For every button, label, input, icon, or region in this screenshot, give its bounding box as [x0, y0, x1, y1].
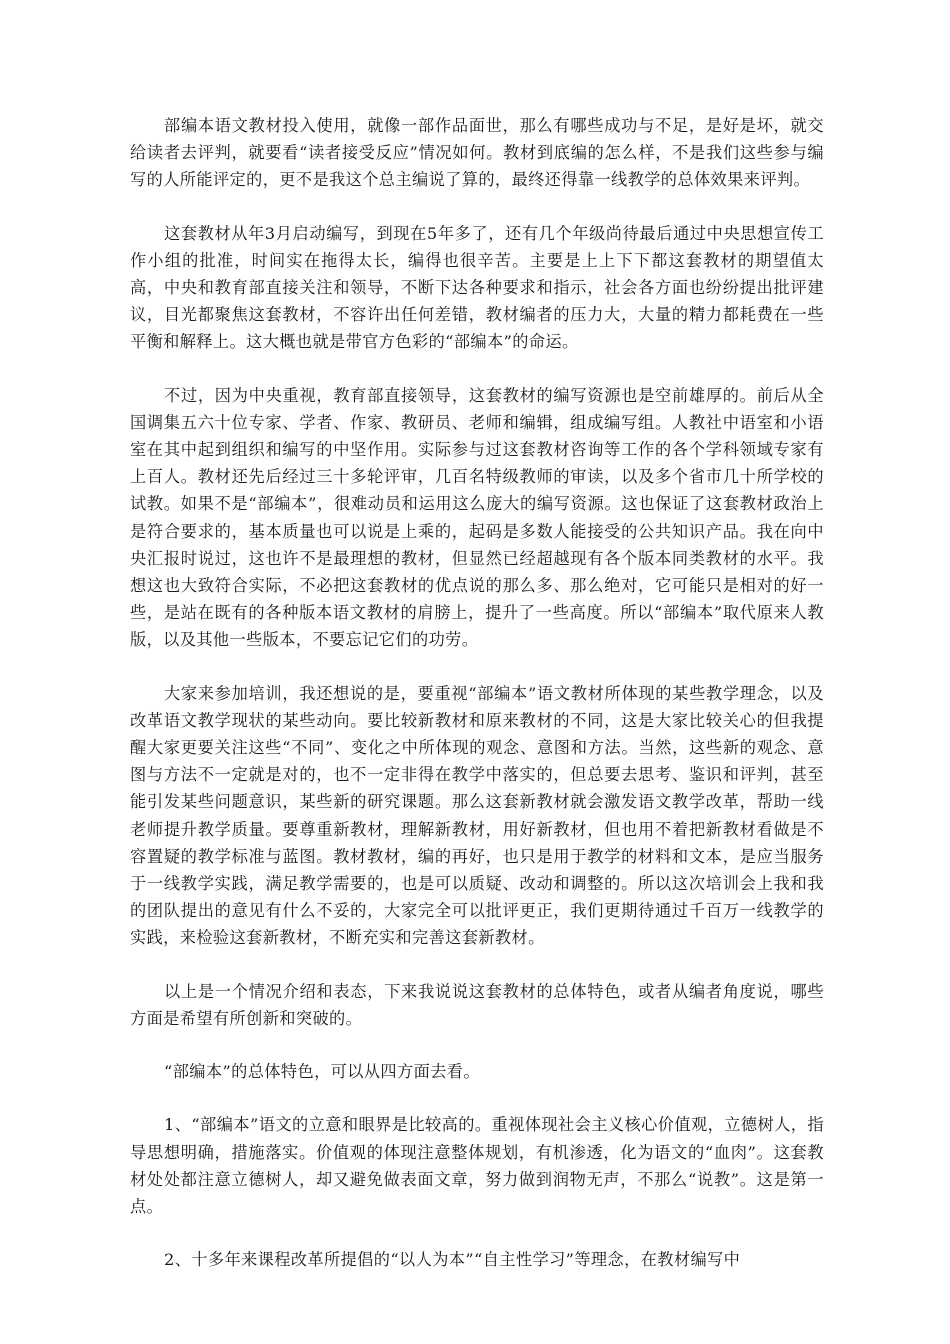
paragraph-compilation-history: 这套教材从年3月启动编写，到现在5年多了，还有几个年级尚待最后通过中央思想宣传工作小组的批准，时间实在拖得太长，编得也很辛苦。主要是上上下下都这套教材的期望值太高，中央和教育部直接关注和领导，不断下达各种要求和指示，社会各方面也纷纷提出批评建议，目光都聚焦这套教材，不容许出任何差错，教材编者的压力大，大量的精力都耗费在一些平衡和解释上。这大概也就是带官方色彩的“部编本”的命运。: [130, 223, 824, 352]
paragraph-intro: 部编本语文教材投入使用，就像一部作品面世，那么有哪些成功与不足，是好是坏，就交给读者去评判，就要看“读者接受反应”情况如何。教材到底编的怎么样，不是我们这些参与编写的人所能评定的，更不是我这个总主编说了算的，最终还得靠一线教学的总体效果来评判。: [130, 116, 824, 190]
paragraph-compilation-resources: 不过，因为中央重视，教育部直接领导，这套教材的编写资源也是空前雄厚的。前后从全国调集五六十位专家、学者、作家、教研员、老师和编辑，组成编写组。人教社中语室和小语室在其中起到组织和编写的中坚作用。实际参与过这套教材咨询等工作的各个学科领域专家有上百人。教材还先后经过三十多轮评审，几百名特级教师的审读，以及多个省市几十所学校的试教。如果不是“部编本”，很难动员和运用这么庞大的编写资源。这也保证了这套教材政治上是符合要求的，基本质量也可以说是上乘的，起码是多数人能接受的公共知识产品。我在向中央汇报时说过，这也许不是最理想的教材，但显然已经超越现有各个版本同类教材的水平。我想这也大致符合实际，不必把这套教材的优点说的那么多、那么绝对，它可能只是相对的好一些，是站在既有的各种版本语文教材的肩膀上，提升了一些高度。所以“部编本”取代原来人教版，以及其他一些版本，不要忘记它们的功劳。: [130, 385, 824, 650]
paragraph-feature-one: 1、“部编本”语文的立意和眼界是比较高的。重视体现社会主义核心价值观，立德树人，指导思想明确，措施落实。价值观的体现注意整体规划，有机渗透，化为语文的“血肉”。这套教材处处都注意立德树人，却又避免做表面文章，努力做到润物无声，不那么“说教”。这是第一点。: [130, 1115, 824, 1216]
paragraph-training-notes: 大家来参加培训，我还想说的是，要重视“部编本”语文教材所体现的某些教学理念，以及改革语文教学现状的某些动向。要比较新教材和原来教材的不同，这是大家比较关心的但我提醒大家更要关注这些“不同”、变化之中所体现的观念、意图和方法。当然，这些新的观念、意图与方法不一定就是对的，也不一定非得在教学中落实的，但总要去思考、鉴识和评判，甚至能引发某些问题意识，某些新的研究课题。那么这套新教材就会激发语文教学改革，帮助一线老师提升教学质量。要尊重新教材，理解新教材，用好新教材，但也用不着把新教材看做是不容置疑的教学标准与蓝图。教材教材，编的再好，也只是用于教学的材料和文本，是应当服务于一线教学实践，满足教学需要的，也是可以质疑、改动和调整的。所以这次培训会上我和我的团队提出的意见有什么不妥的，大家完全可以批评更正，我们更期待通过千百万一线教学的实践，来检验这套新教材，不断充实和完善这套新教材。: [130, 683, 824, 948]
paragraph-features-heading: “部编本”的总体特色，可以从四方面去看。: [164, 1062, 480, 1082]
paragraph-feature-two: 2、十多年来课程改革所提倡的“以人为本”“自主性学习”等理念，在教材编写中: [164, 1250, 741, 1270]
document-body: [130, 112, 824, 1299]
paragraph-transition: 以上是一个情况介绍和表态，下来我说说这套教材的总体特色，或者从编者角度说，哪些方面是希望有所创新和突破的。: [130, 981, 824, 1028]
